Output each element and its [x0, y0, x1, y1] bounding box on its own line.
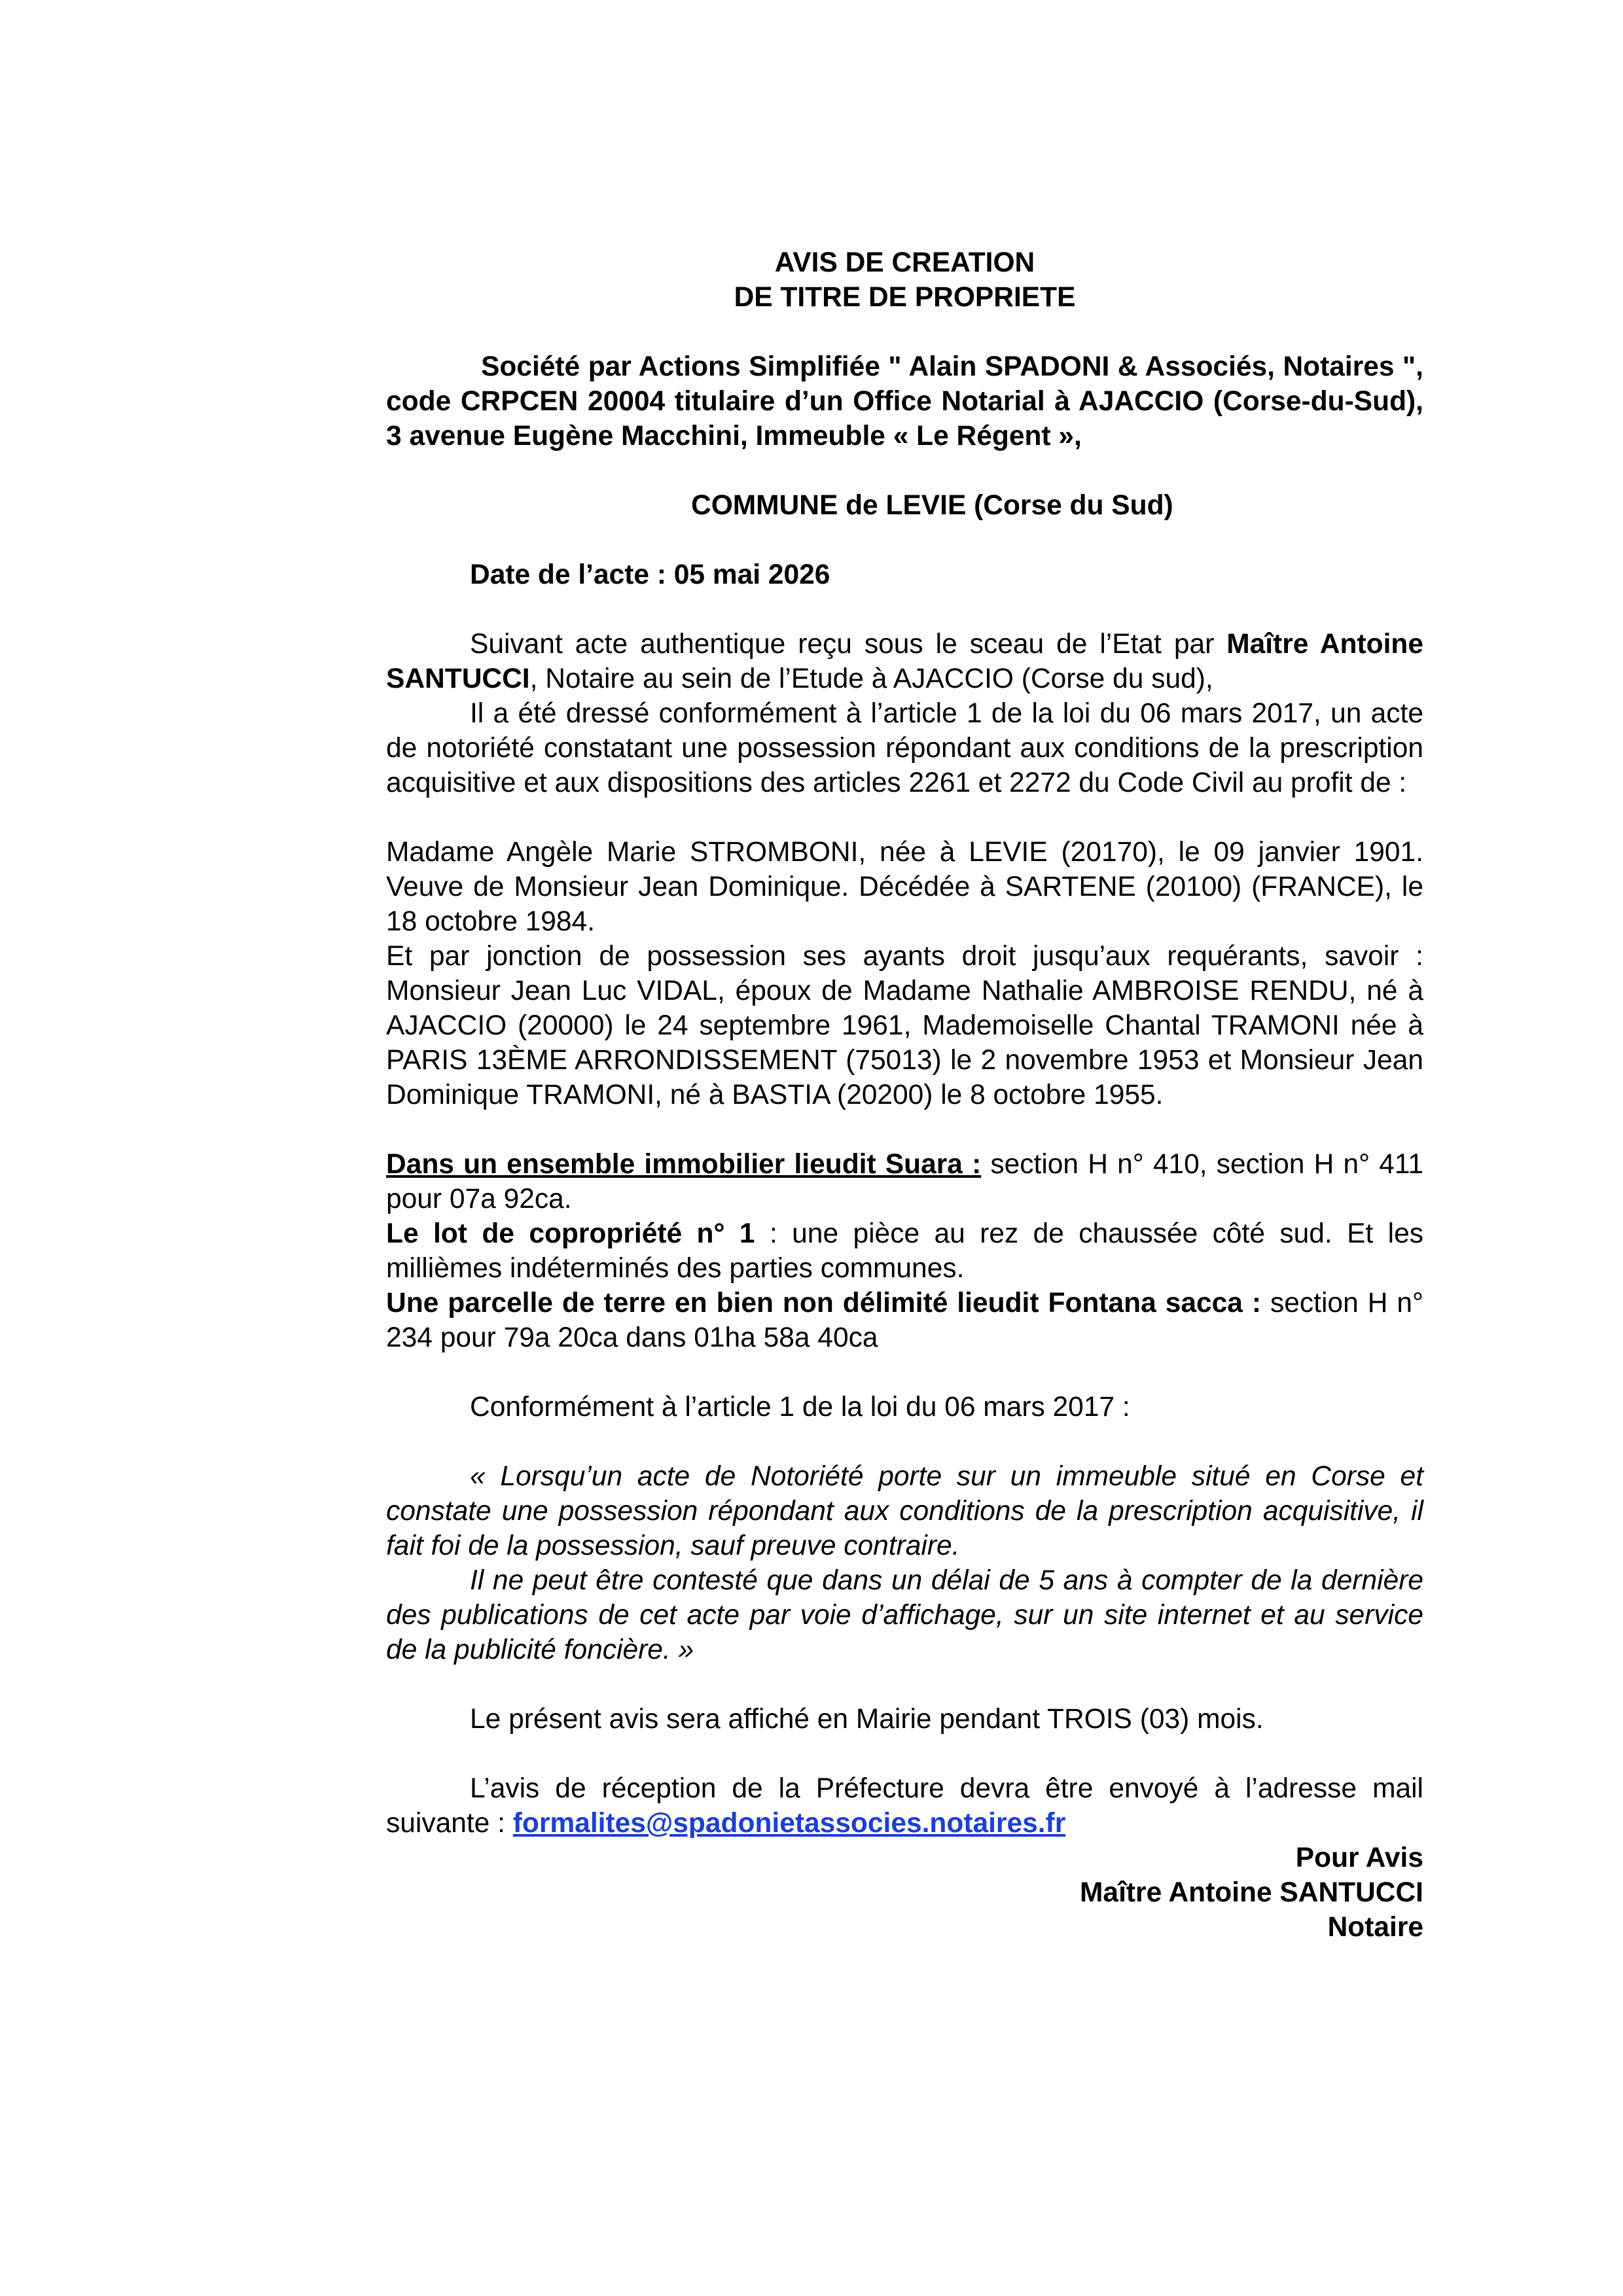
notary-name: Maître Antoine SANTUCCI: [386, 629, 1424, 694]
signature-block: [386, 1841, 1423, 1945]
reception-paragraph: [386, 1771, 1423, 1841]
conformement-paragraph: Conformément à l’article 1 de la loi du 06 mars 2017 :: [470, 1392, 1130, 1422]
ensemble-label: Dans un ensemble immobilier lieudit Suara :: [386, 1149, 982, 1180]
signature-line-3: Notaire: [1327, 1912, 1423, 1943]
society-paragraph: Société par Actions Simplifiée " Alain SPADONI & Associés, Notaires ", code CRPCEN 20004 titulaire d’un Office Notarial à AJACCIO (Corse-du-Sud), 3 avenue Eugène Macchini, Immeuble « Le Régent »,: [386, 351, 1423, 451]
suivant-prefix: Suivant acte authentique reçu sous le sceau de l’Etat par: [470, 629, 1227, 660]
document-body: [386, 245, 1423, 1945]
spacer: [386, 1355, 1423, 1390]
ensemble-text: section H n° 410, section H n° 411 pour 07a 92ca.: [386, 1149, 1424, 1214]
parcelle-label: Une parcelle de terre en bien non délimité lieudit Fontana sacca :: [386, 1288, 1262, 1318]
title-line-2: DE TITRE DE PROPRIETE: [734, 282, 1076, 313]
signature-line-1: Pour Avis: [1295, 1843, 1423, 1873]
suivant-suffix: , Notaire au sein de l’Etude à AJACCIO (Corse du sud),: [529, 663, 1213, 694]
spacer: [386, 523, 1423, 557]
quote-paragraph-2: Il ne peut être contesté que dans un délai de 5 ans à compter de la dernière des publications de cet acte par voie d’affichage, sur un site internet et au service de la publicité foncière. »: [386, 1565, 1423, 1665]
acte-date: Date de l’acte : 05 mai 2026: [470, 559, 830, 590]
title-line-1: AVIS DE CREATION: [774, 247, 1035, 278]
dresse-paragraph: Il a été dressé conformément à l’article 1 de la loi du 06 mars 2017, un acte de notoriété constatant une possession répondant aux conditions de la prescription acquisitive et aux dispositions des articles 2261 et 2272 du Code Civil au profit de :: [386, 698, 1423, 798]
jonction-paragraph: Et par jonction de possession ses ayants droit jusqu’aux requérants, savoir : Monsieur Jean Luc VIDAL, époux de Madame Nathalie AMBROISE RENDU, né à AJACCIO (20000) le 24 septembre 1961, Mademoiselle Chantal TRAMONI née à PARIS 13ÈME ARRONDISSEMENT (75013) le 2 novembre 1953 et Monsieur Jean Dominique TRAMONI, né à BASTIA (20200) le 8 octobre 1955.: [386, 941, 1423, 1110]
spacer: [386, 1424, 1423, 1459]
signature-line-2: Maître Antoine SANTUCCI: [1080, 1877, 1423, 1908]
spacer: [386, 1112, 1423, 1147]
commune-heading: COMMUNE de LEVIE (Corse du Sud): [691, 490, 1173, 521]
spacer: [386, 592, 1423, 627]
reception-text: L’avis de réception de la Préfecture devra être envoyé à l’adresse mail suivante :: [386, 1773, 1423, 1839]
lot-paragraph: [386, 1216, 1423, 1286]
ensemble-paragraph: [386, 1147, 1423, 1216]
spacer: [386, 315, 1423, 349]
parcelle-text: section H n° 234 pour 79a 20ca dans 01ha 58a 40ca: [386, 1288, 1423, 1353]
affichage-paragraph: Le présent avis sera affiché en Mairie pendant TROIS (03) mois.: [470, 1704, 1264, 1735]
spacer: [386, 1737, 1423, 1771]
document-title: [386, 245, 1423, 315]
lot-text: : une pièce au rez de chaussée côté sud. Et les millièmes indéterminés des parties communes.: [386, 1218, 1423, 1284]
spacer: [386, 800, 1423, 835]
quote-paragraph-1: « Lorsqu’un acte de Notoriété porte sur un immeuble situé en Corse et constate une possession répondant aux conditions de la prescription acquisitive, il fait foi de la possession, sauf preuve contraire.: [386, 1461, 1423, 1561]
parcelle-paragraph: [386, 1286, 1423, 1355]
beneficiary-paragraph: Madame Angèle Marie STROMBONI, née à LEVIE (20170), le 09 janvier 1901. Veuve de Monsieur Jean Dominique. Décédée à SARTENE (20100) (FRANCE), le 18 octobre 1984.: [386, 837, 1423, 937]
spacer: [386, 1667, 1423, 1702]
suivant-paragraph: [386, 627, 1423, 696]
email-link[interactable]: formalites@spadonietassocies.notaires.fr: [512, 1808, 1066, 1839]
lot-label: Le lot de copropriété n° 1: [386, 1218, 755, 1249]
spacer: [386, 453, 1423, 488]
